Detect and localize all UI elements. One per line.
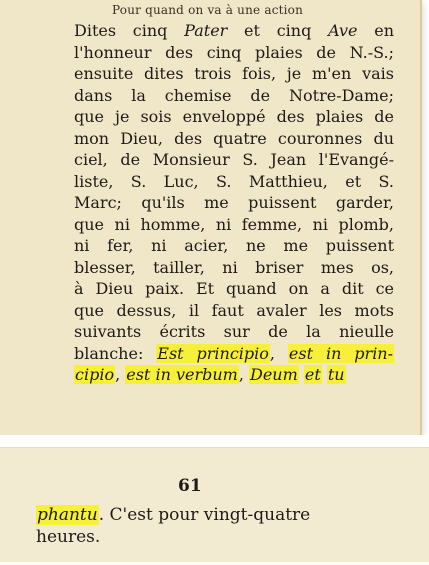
text-line xyxy=(74,321,394,343)
text-line xyxy=(74,63,394,85)
text-line xyxy=(74,214,394,236)
highlighted-phrase: cipio xyxy=(75,365,115,384)
bottom-page-scan xyxy=(0,447,429,562)
text-segment: mon Dieu, des quatre couronnes du xyxy=(74,128,394,148)
text-segment: blesser, tailler, ni briser mes os, xyxy=(74,257,394,277)
text-segment: ni fer, ni acier, ne me puissent xyxy=(74,236,394,255)
bleed-through-ghost-2 xyxy=(150,551,154,565)
continuation-text xyxy=(36,504,356,548)
text-segment: que je sois enveloppé des plaies de xyxy=(74,107,394,126)
highlighted-word xyxy=(36,505,99,525)
text-segment: Pater xyxy=(184,21,228,40)
highlighted-phrase: Deum xyxy=(250,365,298,384)
text-segment: que ni homme, ni femme, ni plomb, xyxy=(74,214,394,234)
prayer-text xyxy=(74,20,394,386)
text-line xyxy=(74,42,394,64)
text-line xyxy=(74,192,394,214)
highlighted-word-text: phantu xyxy=(37,505,98,525)
text-line xyxy=(74,364,394,386)
text-segment: ciel, de Monsieur S. Jean l'Evangé- xyxy=(74,150,394,169)
text-line xyxy=(74,128,394,150)
text-segment: liste, S. Luc, S. Matthieu, et S. xyxy=(74,171,394,191)
text-line xyxy=(74,85,394,107)
text-line xyxy=(74,257,394,279)
continuation-line-1: . C'est pour vingt-quatre xyxy=(98,505,311,525)
text-segment: ensuite dites trois fois, je m'en vais xyxy=(74,64,394,83)
highlighted-phrase: est in verbum xyxy=(126,365,238,384)
text-line xyxy=(74,278,394,300)
bleed-through-ghost xyxy=(110,533,114,548)
text-segment: à Dieu paix. Et quand on a dit ce xyxy=(74,279,394,298)
highlighted-phrase: tu xyxy=(327,365,345,384)
text-segment: l'honneur des cinq plaies de N.-S.; xyxy=(74,42,394,62)
text-segment: , xyxy=(269,343,288,363)
text-segment: Ave xyxy=(328,21,358,40)
highlighted-phrase: Est principio xyxy=(157,343,269,363)
text-segment: suivants écrits sur de la nieulle xyxy=(74,322,394,341)
text-segment: blanche: xyxy=(74,343,157,363)
text-segment: Dites cinq xyxy=(74,21,185,40)
text-line xyxy=(74,106,394,128)
text-segment: , xyxy=(238,365,249,384)
running-head: Pour quand on va à une action xyxy=(112,3,304,17)
text-line xyxy=(74,20,394,42)
text-segment: , xyxy=(115,365,126,384)
highlighted-phrase: et xyxy=(304,365,321,384)
page-gap xyxy=(0,435,429,447)
text-line xyxy=(74,171,394,193)
text-segment: que dessus, il faut avaler les mots xyxy=(74,300,394,320)
page-number: 61 xyxy=(178,476,202,496)
text-line xyxy=(74,149,394,171)
text-segment: et cinq xyxy=(227,21,329,40)
text-line xyxy=(74,300,394,322)
text-segment: en xyxy=(357,21,394,40)
text-segment: dans la chemise de Notre-Dame; xyxy=(74,85,394,105)
text-line xyxy=(74,235,394,257)
text-line xyxy=(74,343,394,365)
highlighted-phrase: est in prin- xyxy=(288,343,394,363)
text-segment: Marc; qu'ils me puissent garder, xyxy=(74,193,394,212)
continuation-line-2: heures. xyxy=(36,527,101,547)
